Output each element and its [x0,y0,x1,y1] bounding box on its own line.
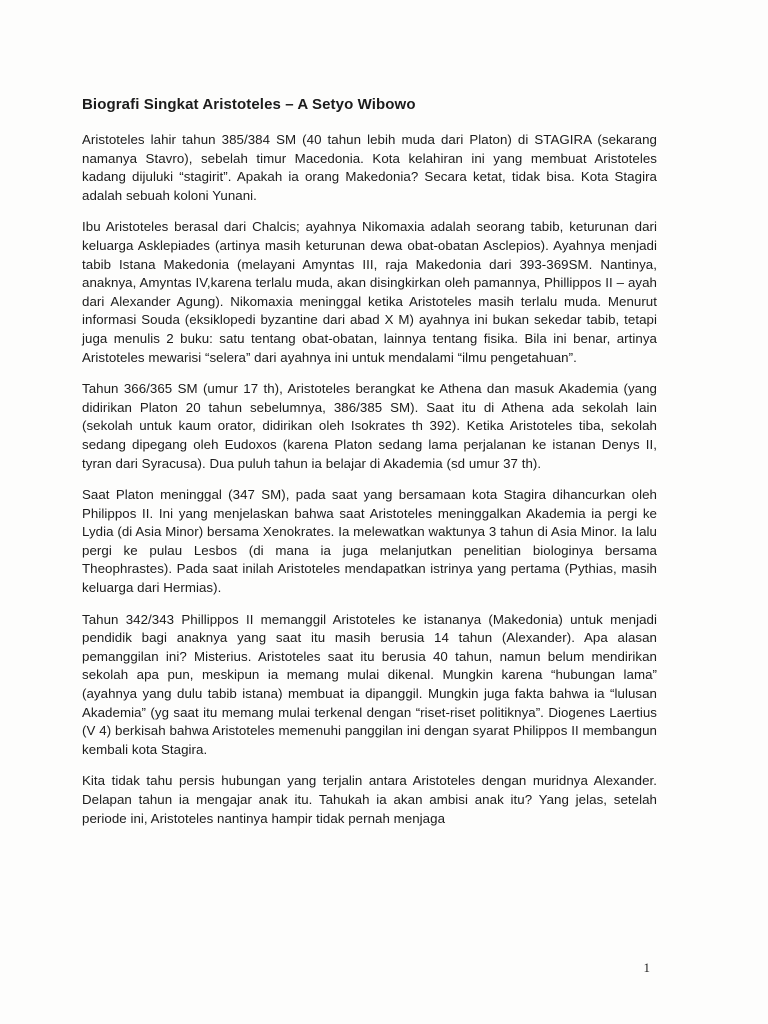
paragraph-asia-minor: Saat Platon meninggal (347 SM), pada saat yang bersamaan kota Stagira dihancurkan oleh Philippos II. Ini yang menjelaskan bahwa saat Aristoteles meninggalkan Akademia ia pergi ke Lydia (di Asia Minor) bersama Xenokrates. Ia melewatkan waktunya 3 tahun di Asia Minor. Ia lalu pergi ke pulau Lesbos (di mana ia juga melanjutkan penelitian biologinya bersama Theophrastes). Pada saat inilah Aristoteles mendapatkan istrinya yang pertama (Pythias, masih keluarga dari Hermias). [82,487,657,596]
page-number: 1 [643,960,650,975]
paragraph-akademia: Tahun 366/365 SM (umur 17 th), Aristoteles berangkat ke Athena dan masuk Akademia (yang didirikan Platon 20 tahun sebelumnya, 386/385 SM). Saat itu di Athena ada sekolah lain (sekolah untuk kaum orator, didirikan oleh Isokrates th 392). Ketika Aristoteles tiba, sekolah sedang dipegang oleh Eudoxos (karena Platon sedang lama perjalanan ke istanan Denys II, tyran dari Syracusa). Dua puluh tahun ia belajar di Akademia (sd umur 37 th). [82,381,657,471]
paragraph-alexander: Kita tidak tahu persis hubungan yang terjalin antara Aristoteles dengan muridnya Alexander. Delapan tahun ia mengajar anak itu. Tahukah ia akan ambisi anak itu? Yang jelas, setelah periode ini, Aristoteles nantinya hampir tidak pernah menjaga [82,773,657,826]
paragraph-makedonia: Tahun 342/343 Phillippos II memanggil Aristoteles ke istananya (Makedonia) untuk menjadi pendidik bagi anaknya yang saat itu masih berusia 14 tahun (Alexander). Apa alasan pemanggilan ini? Misterius. Aristoteles saat itu berusia 40 tahun, namun belum mendirikan sekolah apa pun, meskipun ia memang mulai dikenal. Mungkin karena “hubungan lama” (ayahnya yang dulu tabib istana) membuat ia dipanggil. Mungkin juga fakta bahwa ia “lulusan Akademia” (yg saat itu memang mulai terkenal dengan “riset-riset politiknya”. Diogenes Laertius (V 4) berkisah bahwa Aristoteles memenuhi panggilan ini dengan syarat Philippos II membangun kembali kota Stagira. [82,611,657,757]
paragraph-birth: Aristoteles lahir tahun 385/384 SM (40 tahun lebih muda dari Platon) di STAGIRA (sekarang namanya Stavro), sebelah timur Macedonia. Kota kelahiran ini yang membuat Aristoteles kadang dijuluki “stagirit”. Apakah ia orang Makedonia? Secara ketat, tidak bisa. Kota Stagira adalah sebuah koloni Yunani. [82,132,657,203]
document-body [82,95,657,841]
document-title: Biografi Singkat Aristoteles – A Setyo Wibowo [82,96,416,113]
paragraph-parents: Ibu Aristoteles berasal dari Chalcis; ayahnya Nikomaxia adalah seorang tabib, keturunan dari keluarga Asklepiades (artinya masih keturunan dewa obat-obatan Asclepios). Ayahnya menjadi tabib Istana Makedonia (melayani Amyntas III, raja Makedonia dari 393-369SM. Nantinya, anaknya, Amyntas IV,karena terlalu muda, akan disingkirkan oleh pamannya, Phillippos II – ayah dari Alexander Agung). Nikomaxia meninggal ketika Aristoteles masih terlalu muda. Menurut informasi Souda (eksiklopedi byzantine dari abad X M) ayahnya ini bukan sekedar tabib, tetapi juga menulis 2 buku: satu tentang obat-obatan, lainnya tentang fisika. Bila ini benar, artinya Aristoteles mewarisi “selera” dari ayahnya ini untuk mendalami “ilmu pengetahuan”. [82,219,657,365]
